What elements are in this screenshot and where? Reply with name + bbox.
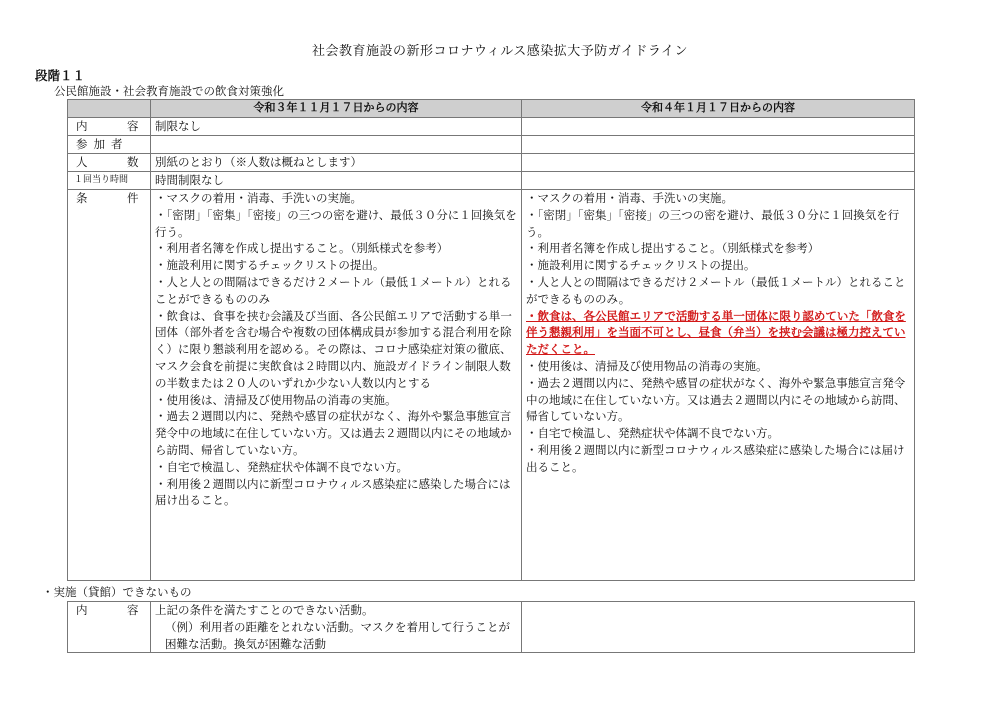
condition-item: ・「密閉」「密集」「密接」の三つの密を避け、最低３０分に１回換気を行う。 xyxy=(155,207,517,239)
condition-item: ・利用後２週間以内に新型コロナウィルス感染症に感染した場合には届け出ること。 xyxy=(155,476,511,508)
row-label-time: １回当り時間 xyxy=(68,172,151,190)
not-allowed-heading: ・実施（貸館）できないもの xyxy=(42,585,192,599)
header-r3: 令和３年１１月１７日からの内容 xyxy=(151,100,522,118)
row-label-not-allowed: 内 容 xyxy=(68,602,151,653)
condition-item: ・飲食は、食事を挟む会議及び当面、各公民館エリアで活動する単一団体（部外者を含む場合や複数の団体構成員が参加する混合利用を除く）に限り懇談利用を認める。その際は、コロナ感染症対策の徹底、マスク会食を前提に実飲食は２時間以内、施設ガイドライン制限人数の半数または２０人のいずれか少ない人数以内とする xyxy=(155,308,512,390)
section-heading: 公民館施設・社会教育施設での飲食対策強化 xyxy=(54,84,284,98)
header-r4: 令和４年１月１７日からの内容 xyxy=(522,100,915,118)
cell-conditions-r3 xyxy=(151,190,522,581)
row-conditions xyxy=(68,190,915,581)
document-title: 社会教育施設の新形コロナウィルス感染拡大予防ガイドライン xyxy=(311,44,689,59)
cell-headcount-r3: 別紙のとおり（※人数は概ねとします） xyxy=(151,154,522,172)
not-allowed-line: （例）利用者の距離をとれない活動。マスクを着用して行うことが困難な活動。換気が困難な活動 xyxy=(165,619,510,651)
condition-item: ・「密閉」「密集」「密接」の三つの密を避け、最低３０分に１回換気を行う。 xyxy=(526,207,900,239)
stage-heading: 段階１１ xyxy=(35,68,86,83)
cell-not-allowed xyxy=(151,602,522,653)
condition-item: ・自宅で検温し、発熱症状や体調不良でない方。 xyxy=(155,459,408,474)
condition-item: ・マスクの着用・消毒、手洗いの実施。 xyxy=(526,191,733,205)
condition-item: ・使用後は、清掃及び使用物品の消毒の実施。 xyxy=(155,392,397,407)
condition-item: ・過去２週間以内に、発熱や感冒の症状がなく、海外や緊急事態宣言発令中の地域に在住していない方。又は過去２週間以内にその地域から訪問、帰省していない方。 xyxy=(155,409,512,457)
cell-time-r4 xyxy=(522,172,915,190)
condition-item: ・過去２週間以内に、発熱や感冒の症状がなく、海外や緊急事態宣言発令中の地域に在住していない方。又は過去２週間以内にその地域から訪問、帰省していない方。 xyxy=(526,375,906,424)
cell-headcount-r4 xyxy=(522,154,915,172)
cell-conditions-r4 xyxy=(522,190,915,581)
condition-item: ・施設利用に関するチェックリストの提出。 xyxy=(155,258,385,273)
header-blank xyxy=(68,100,151,118)
guideline-table xyxy=(67,99,915,581)
condition-item: ・マスクの着用・消毒、手洗いの実施。 xyxy=(155,191,362,205)
condition-item: ・利用者名簿を作成し提出すること。（別紙様式を参考） xyxy=(526,241,820,256)
condition-item: ・使用後は、清掃及び使用物品の消毒の実施。 xyxy=(526,358,768,373)
condition-item: ・人と人との間隔はできるだけ２メートル（最低１メートル）とれることができるもののみ xyxy=(155,274,512,306)
condition-item: ・施設利用に関するチェックリストの提出。 xyxy=(526,258,756,273)
row-label-participants: 参加者 xyxy=(68,136,151,154)
row-label-conditions: 条 件 xyxy=(68,190,151,581)
cell-time-r3: 時間制限なし xyxy=(151,172,522,190)
not-allowed-table xyxy=(67,601,915,653)
row-label-headcount: 人 数 xyxy=(68,154,151,172)
cell-content-r4 xyxy=(522,118,915,136)
row-time xyxy=(68,172,915,190)
row-not-allowed xyxy=(68,602,915,653)
row-headcount xyxy=(68,154,915,172)
cell-not-allowed-r4 xyxy=(522,602,915,653)
highlight-text: ・飲食は、各公民館エリアで活動する単一団体に限り認めていた「飲食を伴う懇親利用」を当面不可とし、昼食（弁当）を挟む会議は極力控えていただくこと。 xyxy=(526,308,906,357)
condition-item: ・利用者名簿を作成し提出すること。（別紙様式を参考） xyxy=(155,241,449,256)
cell-participants-r4 xyxy=(522,136,915,154)
condition-item: ・利用後２週間以内に新型コロナウィルス感染症に感染した場合には届け出ること。 xyxy=(526,442,905,474)
condition-item: ・自宅で検温し、発熱症状や体調不良でない方。 xyxy=(526,426,779,441)
row-participants xyxy=(68,136,915,154)
cell-content-r3: 制限なし xyxy=(151,118,522,136)
cell-participants-r3 xyxy=(151,136,522,154)
row-content xyxy=(68,118,915,136)
condition-item: ・人と人との間隔はできるだけ２メートル（最低１メートル）とれることができるもののみ。 xyxy=(526,274,906,306)
not-allowed-line: 上記の条件を満たすことのできない活動。 xyxy=(155,603,374,617)
row-label-content: 内 容 xyxy=(68,118,151,136)
